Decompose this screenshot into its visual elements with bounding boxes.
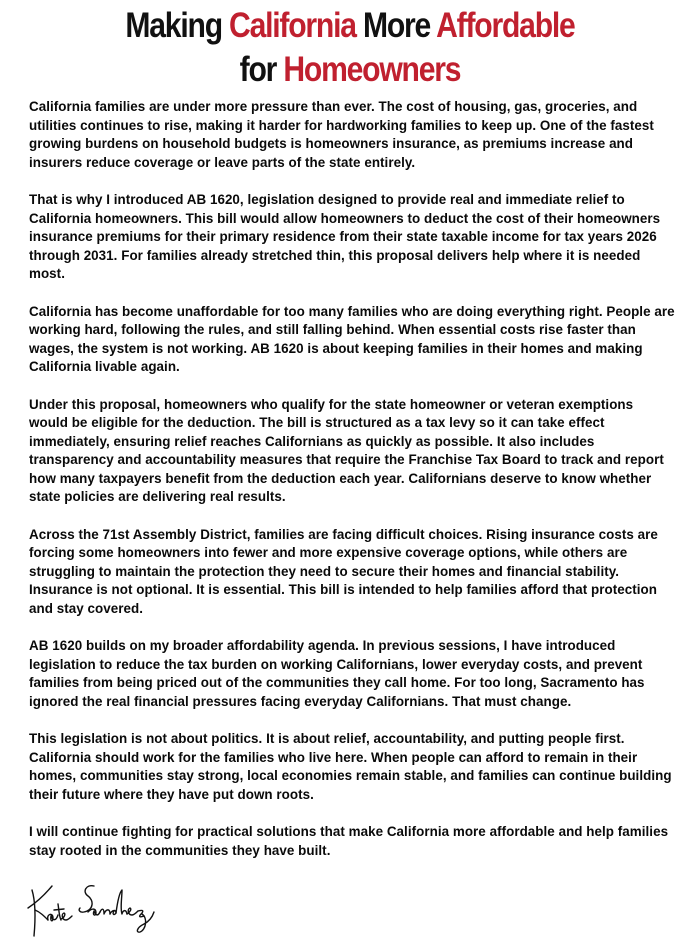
paragraph: California has become unaffordable for too many families who are doing everything right. People are working hard, following the rules, and still falling behind. When essential costs rise faster than wages, the system is not working. AB 1620 is about keeping families in their homes and making California livable again. (29, 303, 675, 375)
paragraph: That is why I introduced AB 1620, legislation designed to provide real and immediate relief to California homeowners. This bill would allow homeowners to deduct the cost of their homeowners insurance premiums for their primary residence from their state taxable income for tax years 2026 through 2031. For families already stretched thin, this proposal delivers help where it is needed most. (29, 191, 661, 282)
title-highlight: Affordable (436, 6, 575, 45)
title-highlight: California (229, 6, 356, 45)
paragraph: California families are under more pressure than ever. The cost of housing, gas, groceries, and utilities continues to rise, making it harder for hardworking families to keep up. One of the fastest growing burdens on household budgets is homeowners insurance, as premiums increase and insurers reduce coverage or leave parts of the state entirely. (29, 99, 654, 170)
title-line-1 (49, 4, 651, 48)
paragraph: This legislation is not about politics. It is about relief, accountability, and putting people first. California should work for the families who live here. When people can afford to remain in their homes, communities stay strong, local economies remain stable, and families can continue building their future where they have put down roots. (29, 731, 672, 802)
title-text: More (355, 6, 437, 45)
paragraph: AB 1620 builds on my broader affordability agenda. In previous sessions, I have introduced legislation to reduce the tax burden on working Californians, lower everyday costs, and prevent families from being priced out of the communities they call home. For too long, Sacramento has ignored the real financial pressures facing everyday Californians. That must change. (29, 638, 645, 709)
title-highlight: Homeowners (283, 50, 461, 89)
page-title (49, 4, 651, 92)
letter-body (29, 98, 675, 879)
paragraph: Under this proposal, homeowners who qualify for the state homeowner or veteran exemptions would be eligible for the deduction. The bill is structured as a tax levy so it can take effect immediately, ensuring relief reaches Californians as quickly as possible. It also includes transparency and accountability measures that require the Franchise Tax Board to track and report how many taxpayers benefit from the deduction each year. Californians deserve to know whether state policies are delivering real results. (29, 396, 664, 505)
title-line-2 (49, 48, 651, 92)
paragraph: I will continue fighting for practical solutions that make California more affordable and help families stay rooted in the communities they have built. (29, 824, 669, 858)
paragraph: Across the 71st Assembly District, families are facing difficult choices. Rising insurance costs are forcing some homeowners into fewer and more expensive coverage options, while others are struggling to maintain the protection they need to secure their homes and financial stability. Insurance is not optional. It is essential. This bill is intended to help families afford that protection and stay covered. (29, 526, 658, 617)
title-text: Making (125, 6, 230, 45)
signature (26, 878, 156, 940)
title-text: for (239, 50, 284, 89)
